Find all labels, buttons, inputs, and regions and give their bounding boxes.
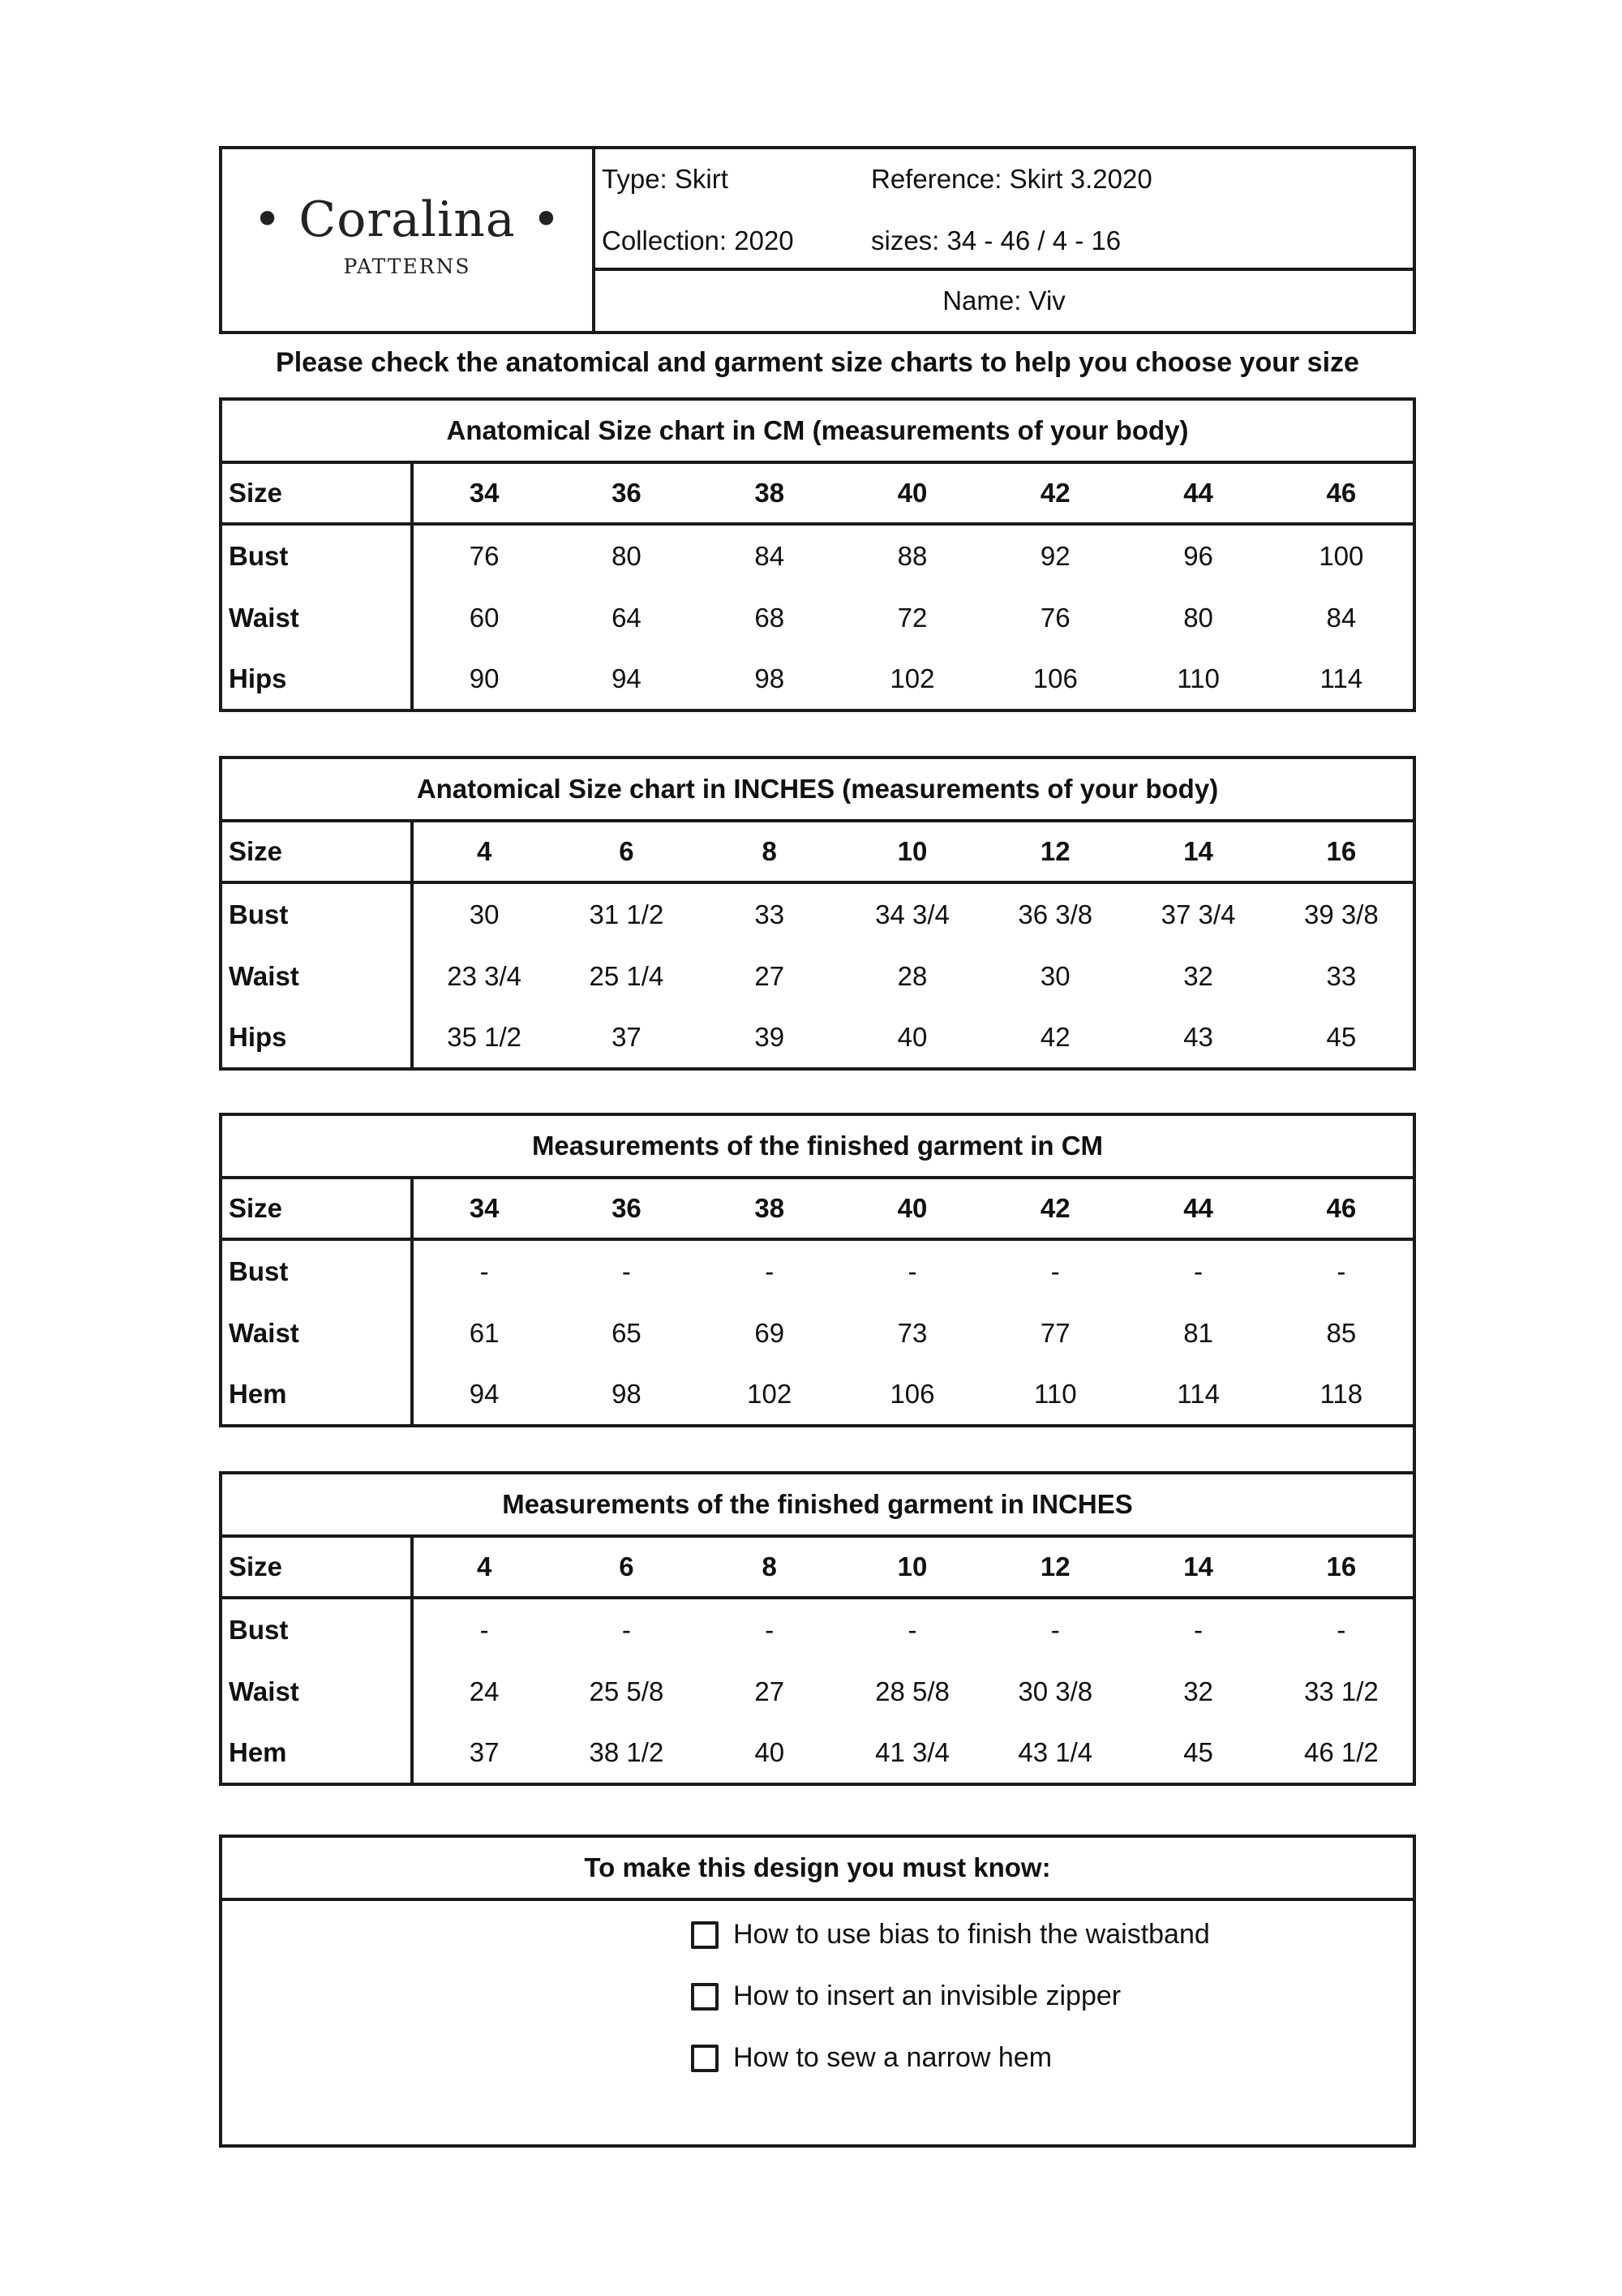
table-cell: 98 — [754, 663, 785, 693]
table-cell: 94 — [611, 663, 642, 693]
table-cell: - — [765, 1256, 775, 1287]
table-cell: 32 — [1183, 960, 1213, 991]
table-cell: 33 — [1326, 960, 1357, 991]
size-header: 36 — [555, 462, 697, 524]
table-row — [222, 1722, 1413, 1783]
skill-label: How to sew a narrow hem — [733, 2042, 1053, 2073]
table-cell: 77 — [1040, 1317, 1071, 1348]
table-cell: - — [1194, 1256, 1204, 1287]
size-header: 4 — [412, 1536, 555, 1598]
table-cell: 65 — [611, 1317, 642, 1348]
table-cell: 30 — [469, 899, 500, 930]
row-label: Bust — [222, 524, 412, 588]
size-table — [222, 401, 1413, 709]
size-header: 40 — [841, 462, 984, 524]
table-cell: 102 — [747, 1378, 792, 1409]
table-row — [222, 1662, 1413, 1723]
table-cell: 33 — [754, 899, 785, 930]
table-cell: 76 — [1040, 602, 1071, 633]
table-row — [222, 524, 1413, 588]
table-cell: 110 — [1033, 1378, 1077, 1409]
table-cell: - — [908, 1256, 917, 1287]
table-cell: 23 3/4 — [447, 960, 522, 991]
row-label: Bust — [222, 1239, 412, 1303]
table-cell: 40 — [897, 1021, 928, 1052]
size-header: 12 — [984, 1536, 1126, 1598]
row-label: Size — [222, 821, 412, 882]
size-header: 16 — [1270, 1536, 1413, 1598]
table-cell: 38 1/2 — [589, 1736, 664, 1767]
table-cell: 88 — [897, 541, 928, 572]
table-cell: 106 — [890, 1378, 935, 1409]
table-cell: 45 — [1326, 1021, 1357, 1052]
table-row — [222, 588, 1413, 649]
table-cell: 33 1/2 — [1303, 1676, 1379, 1706]
table-cell: 64 — [611, 602, 642, 633]
table-cell: - — [621, 1256, 631, 1287]
table-title: Measurements of the finished garment in INCHES — [222, 1474, 1413, 1536]
table-title-row — [222, 401, 1413, 462]
size-header: 46 — [1270, 462, 1413, 524]
table-cell: 80 — [1183, 602, 1213, 633]
table-cell: 27 — [754, 960, 785, 991]
row-label: Size — [222, 1178, 412, 1239]
brand-subtitle: PATTERNS — [343, 255, 471, 278]
size-header: 8 — [698, 821, 841, 882]
row-label: Size — [222, 462, 412, 524]
table-cell: 46 1/2 — [1303, 1736, 1379, 1767]
intro-text: Please check the anatomical and garment size charts to help you choose your size — [276, 347, 1359, 378]
table-cell: - — [908, 1615, 917, 1646]
checkbox-icon[interactable] — [691, 1921, 719, 1949]
size-header: 34 — [412, 1178, 555, 1239]
header-info-row — [595, 149, 1413, 271]
table-cell: 39 — [754, 1021, 785, 1052]
size-header: 6 — [555, 821, 697, 882]
required-skills — [219, 1835, 1416, 2148]
row-label: Bust — [222, 882, 412, 946]
size-header: 16 — [1270, 821, 1413, 882]
table-cell: 114 — [1319, 663, 1363, 693]
table-cell: 28 5/8 — [875, 1676, 950, 1706]
table-row — [222, 1363, 1413, 1424]
row-label: Waist — [222, 1303, 412, 1364]
size-header: 6 — [555, 1536, 697, 1598]
table-header-row — [222, 1178, 1413, 1239]
table-row — [222, 648, 1413, 709]
table-cell: 35 1/2 — [447, 1021, 522, 1052]
table-cell: 37 3/4 — [1161, 899, 1236, 930]
table-cell: 37 — [469, 1736, 500, 1767]
table-cell: 80 — [611, 541, 642, 572]
row-label: Hips — [222, 648, 412, 709]
table-cell: 40 — [754, 1736, 785, 1767]
size-header: 34 — [412, 462, 555, 524]
table-cell: 39 3/8 — [1303, 899, 1379, 930]
table-cell: 43 — [1183, 1021, 1213, 1052]
table-cell: 60 — [469, 602, 500, 633]
table-cell: 41 3/4 — [875, 1736, 950, 1767]
row-label: Waist — [222, 1662, 412, 1723]
table-row — [222, 882, 1413, 946]
table-cell: 106 — [1032, 663, 1078, 693]
size-chart-garment-inches — [219, 1471, 1416, 1786]
table-cell: - — [479, 1615, 489, 1646]
size-header: 38 — [698, 462, 841, 524]
table-cell: 92 — [1040, 541, 1071, 572]
pattern-name: Name: Viv — [942, 285, 1066, 315]
table-cell: 45 — [1183, 1736, 1213, 1767]
skill-item — [691, 1981, 1121, 2012]
table-row — [222, 1239, 1413, 1303]
table-cell: 102 — [890, 663, 935, 693]
skills-title: To make this design you must know: — [222, 1838, 1413, 1901]
table-cell: 85 — [1326, 1317, 1357, 1348]
skill-label: How to insert an invisible zipper — [733, 1981, 1122, 2011]
table-cell: 84 — [754, 541, 785, 572]
table-cell: 25 1/4 — [589, 960, 664, 991]
size-header: 38 — [698, 1178, 841, 1239]
table-cell: 76 — [469, 541, 500, 572]
table-cell: - — [1337, 1615, 1346, 1646]
size-header: 14 — [1126, 821, 1269, 882]
table-cell: 61 — [469, 1317, 500, 1348]
row-label: Hem — [222, 1363, 412, 1424]
table-title-row — [222, 1116, 1413, 1178]
size-header: 4 — [412, 821, 555, 882]
table-cell: 94 — [469, 1378, 500, 1409]
checkbox-icon[interactable] — [691, 2045, 719, 2072]
size-header: 40 — [841, 1178, 984, 1239]
table-cell: 100 — [1319, 541, 1364, 572]
table-cell: - — [1050, 1256, 1060, 1287]
table-title-row — [222, 1474, 1413, 1536]
table-cell: - — [1050, 1615, 1060, 1646]
size-header: 46 — [1270, 1178, 1413, 1239]
table-cell: 69 — [754, 1317, 785, 1348]
row-label: Bust — [222, 1598, 412, 1662]
table-cell: 84 — [1326, 602, 1357, 633]
table-cell: 110 — [1177, 663, 1220, 693]
table-cell: 114 — [1177, 1378, 1220, 1409]
skill-label: How to use bias to finish the waistband — [733, 1919, 1210, 1950]
table-title: Anatomical Size chart in CM (measurements of your body) — [222, 401, 1413, 462]
table-row — [222, 946, 1413, 1007]
table-title: Measurements of the finished garment in CM — [222, 1116, 1413, 1178]
size-header: 36 — [555, 1178, 697, 1239]
table-header-row — [222, 462, 1413, 524]
table-header-row — [222, 1536, 1413, 1598]
table-row — [222, 1303, 1413, 1364]
size-table — [222, 1116, 1413, 1424]
table-cell: 72 — [897, 602, 928, 633]
table-cell: - — [1337, 1256, 1346, 1287]
size-header: 12 — [984, 821, 1126, 882]
table-cell: 90 — [469, 663, 500, 693]
table-cell: 34 3/4 — [875, 899, 950, 930]
table-cell: 36 3/8 — [1018, 899, 1093, 930]
table-cell: - — [1194, 1615, 1204, 1646]
pattern-type: Type: Skirt — [602, 164, 728, 194]
table-cell: - — [479, 1256, 489, 1287]
table-cell: 73 — [897, 1317, 928, 1348]
pattern-sizes: sizes: 34 - 46 / 4 - 16 — [871, 225, 1122, 255]
table-cell: 42 — [1040, 1021, 1071, 1052]
table-cell: 25 5/8 — [589, 1676, 664, 1706]
size-header: 10 — [841, 821, 984, 882]
pattern-collection: Collection: 2020 — [602, 225, 794, 255]
row-label: Hips — [222, 1006, 412, 1067]
table-cell: 24 — [469, 1676, 500, 1706]
size-header: 44 — [1126, 1178, 1269, 1239]
table-cell: 118 — [1319, 1378, 1363, 1409]
size-header: 44 — [1126, 462, 1269, 524]
pattern-reference: Reference: Skirt 3.2020 — [871, 164, 1152, 194]
checkbox-icon[interactable] — [691, 1983, 719, 2011]
table-cell: 27 — [754, 1676, 785, 1706]
row-label: Size — [222, 1536, 412, 1598]
table-title: Anatomical Size chart in INCHES (measurements of your body) — [222, 759, 1413, 821]
table-row — [222, 1598, 1413, 1662]
table-title-row — [222, 759, 1413, 821]
table-cell: 68 — [754, 602, 785, 633]
table-cell: 81 — [1183, 1317, 1213, 1348]
logo — [222, 149, 595, 331]
table-cell: 32 — [1183, 1676, 1213, 1706]
table-cell: 43 1/4 — [1018, 1736, 1093, 1767]
table-cell: 98 — [611, 1378, 642, 1409]
table-cell: 37 — [611, 1021, 642, 1052]
size-table — [222, 1474, 1413, 1783]
size-chart-garment-cm — [219, 1113, 1416, 1427]
row-label: Hem — [222, 1722, 412, 1783]
brand-name: • Coralina • — [252, 191, 562, 248]
table-cell: 28 — [897, 960, 928, 991]
header-name-row — [595, 271, 1413, 331]
size-header: 42 — [984, 1178, 1126, 1239]
size-header: 8 — [698, 1536, 841, 1598]
skill-item — [691, 2042, 1052, 2074]
divider — [1413, 1424, 1416, 1474]
table-cell: 96 — [1183, 541, 1213, 572]
table-cell: 31 1/2 — [589, 899, 664, 930]
size-header: 42 — [984, 462, 1126, 524]
row-label: Waist — [222, 946, 412, 1007]
size-header: 10 — [841, 1536, 984, 1598]
table-header-row — [222, 821, 1413, 882]
table-cell: 30 3/8 — [1018, 1676, 1093, 1706]
pattern-header — [219, 146, 1416, 334]
table-cell: - — [621, 1615, 631, 1646]
size-header: 14 — [1126, 1536, 1269, 1598]
table-cell: - — [765, 1615, 775, 1646]
table-row — [222, 1006, 1413, 1067]
skill-item — [691, 1919, 1210, 1951]
size-chart-anatomical-cm — [219, 397, 1416, 712]
size-table — [222, 759, 1413, 1067]
size-chart-anatomical-inches — [219, 756, 1416, 1071]
table-cell: 30 — [1040, 960, 1071, 991]
row-label: Waist — [222, 588, 412, 649]
